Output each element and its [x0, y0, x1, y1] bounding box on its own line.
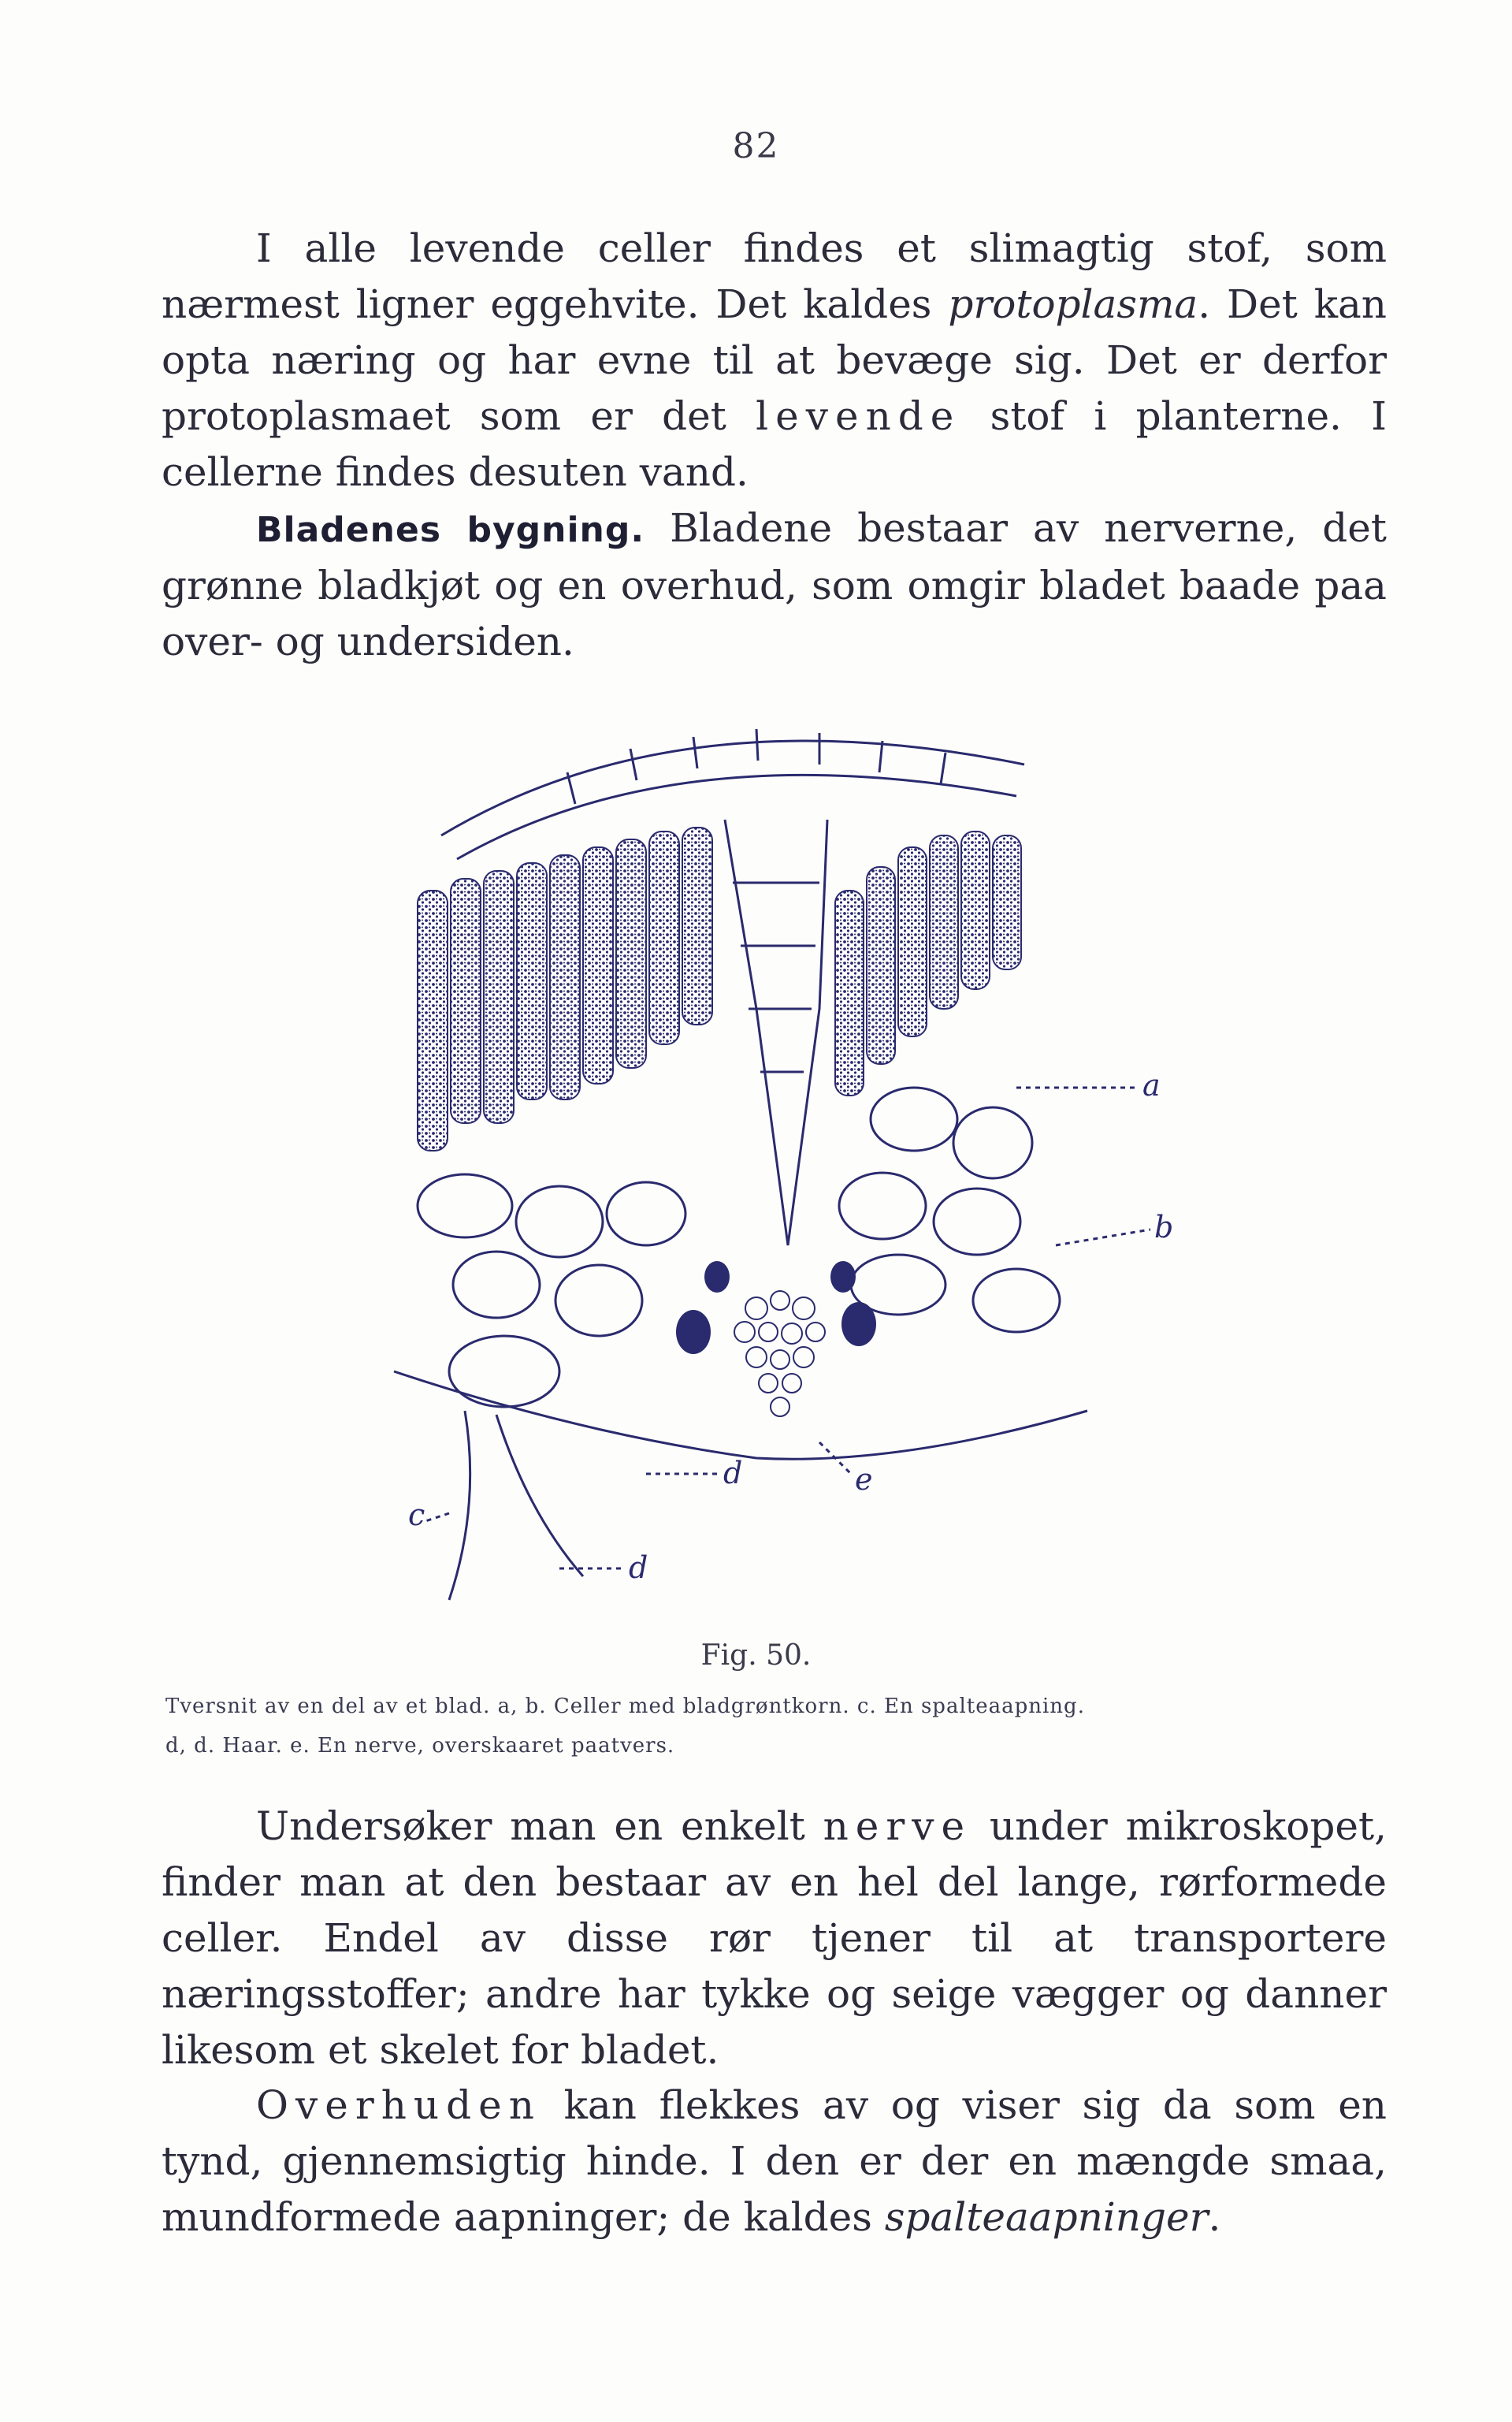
- lower-epidermis: [394, 1371, 1087, 1459]
- para4-text-1: kan flekkes av og viser sig da som en tynd, gjennemsigtig hinde. I den er der en mængde smaa, mundformede aapninger; de kaldes: [162, 2082, 1387, 2240]
- vein-dark-cells: [676, 1261, 876, 1354]
- paragraph-overhuden: [162, 2078, 1387, 2245]
- leader-b: [1056, 1230, 1150, 1245]
- para3-text-2: under mikroskopet, finder man at den bestaar av en hel del lange, rørformede celler. Endel av disse rør tjener til at transportere næringsstoffer; andre har tykke og seige vægger og danner likesom et skelet for bladet.: [162, 1803, 1387, 2073]
- section-heading: Bladenes bygning.: [256, 510, 645, 550]
- hair-left: [449, 1411, 470, 1600]
- label-a: a: [1142, 1068, 1161, 1103]
- figure-caption: Fig. 50.: [700, 1639, 812, 1672]
- para2-text: Bladene bestaar av nerverne, det grønne bladkjøt og en overhud, som omgir bladet baade paa over- og undersiden.: [162, 505, 1387, 664]
- label-c: c: [408, 1497, 425, 1532]
- spaced-word-overhuden: Overhuden: [256, 2082, 541, 2128]
- palisade-cells-right: [835, 832, 1021, 1096]
- para4-text-2: .: [1208, 2194, 1221, 2240]
- figure-legend: [165, 1687, 1395, 1765]
- label-b: b: [1154, 1210, 1174, 1244]
- palisade-cells-left: [418, 828, 712, 1151]
- spaced-word-levende: levende: [756, 393, 961, 439]
- label-e: e: [855, 1462, 873, 1497]
- vascular-bundle: [734, 1291, 825, 1416]
- label-d-lower: d: [629, 1550, 648, 1585]
- spongy-mesophyll: [418, 1088, 1060, 1407]
- hair-right: [496, 1415, 583, 1576]
- para3-text-1: Undersøker man en enkelt: [256, 1803, 823, 1849]
- leaf-cross-section-figure: [347, 678, 1229, 1624]
- legend-line-1: Tversnit av en del av et blad. a, b. Celler med bladgrøntkorn. c. En spalteaapning.: [165, 1695, 1085, 1718]
- term-protoplasma: protoplasma: [948, 281, 1198, 327]
- legend-line-2: d, d. Haar. e. En nerve, overskaaret paatvers.: [165, 1734, 675, 1758]
- epidermis-cell-walls: [567, 729, 945, 804]
- paragraph-bladenes-bygning: [162, 500, 1387, 670]
- vein-parenchyma: [725, 820, 827, 1245]
- paragraph-protoplasma: [162, 221, 1387, 500]
- page-number: 82: [732, 126, 780, 166]
- para1-text-1: I alle levende celler findes et slimagtig stof, som nærmest ligner eggehvite. Det kaldes: [162, 225, 1387, 327]
- para1-text-2: . Det kan opta næring og har evne til at bevæge sig. Det er derfor protoplasmaet som er det: [162, 281, 1388, 439]
- leader-c: [425, 1513, 449, 1521]
- label-d-upper: d: [723, 1456, 743, 1490]
- para1-text-3: stof i planterne. I cellerne findes desuten vand.: [162, 393, 1387, 495]
- paragraph-nerve: [162, 1799, 1387, 2078]
- upper-epidermis-outer: [441, 741, 1024, 835]
- term-spalteaapninger: spalteaapninger: [884, 2194, 1209, 2240]
- spaced-word-nerve: nerve: [823, 1803, 972, 1849]
